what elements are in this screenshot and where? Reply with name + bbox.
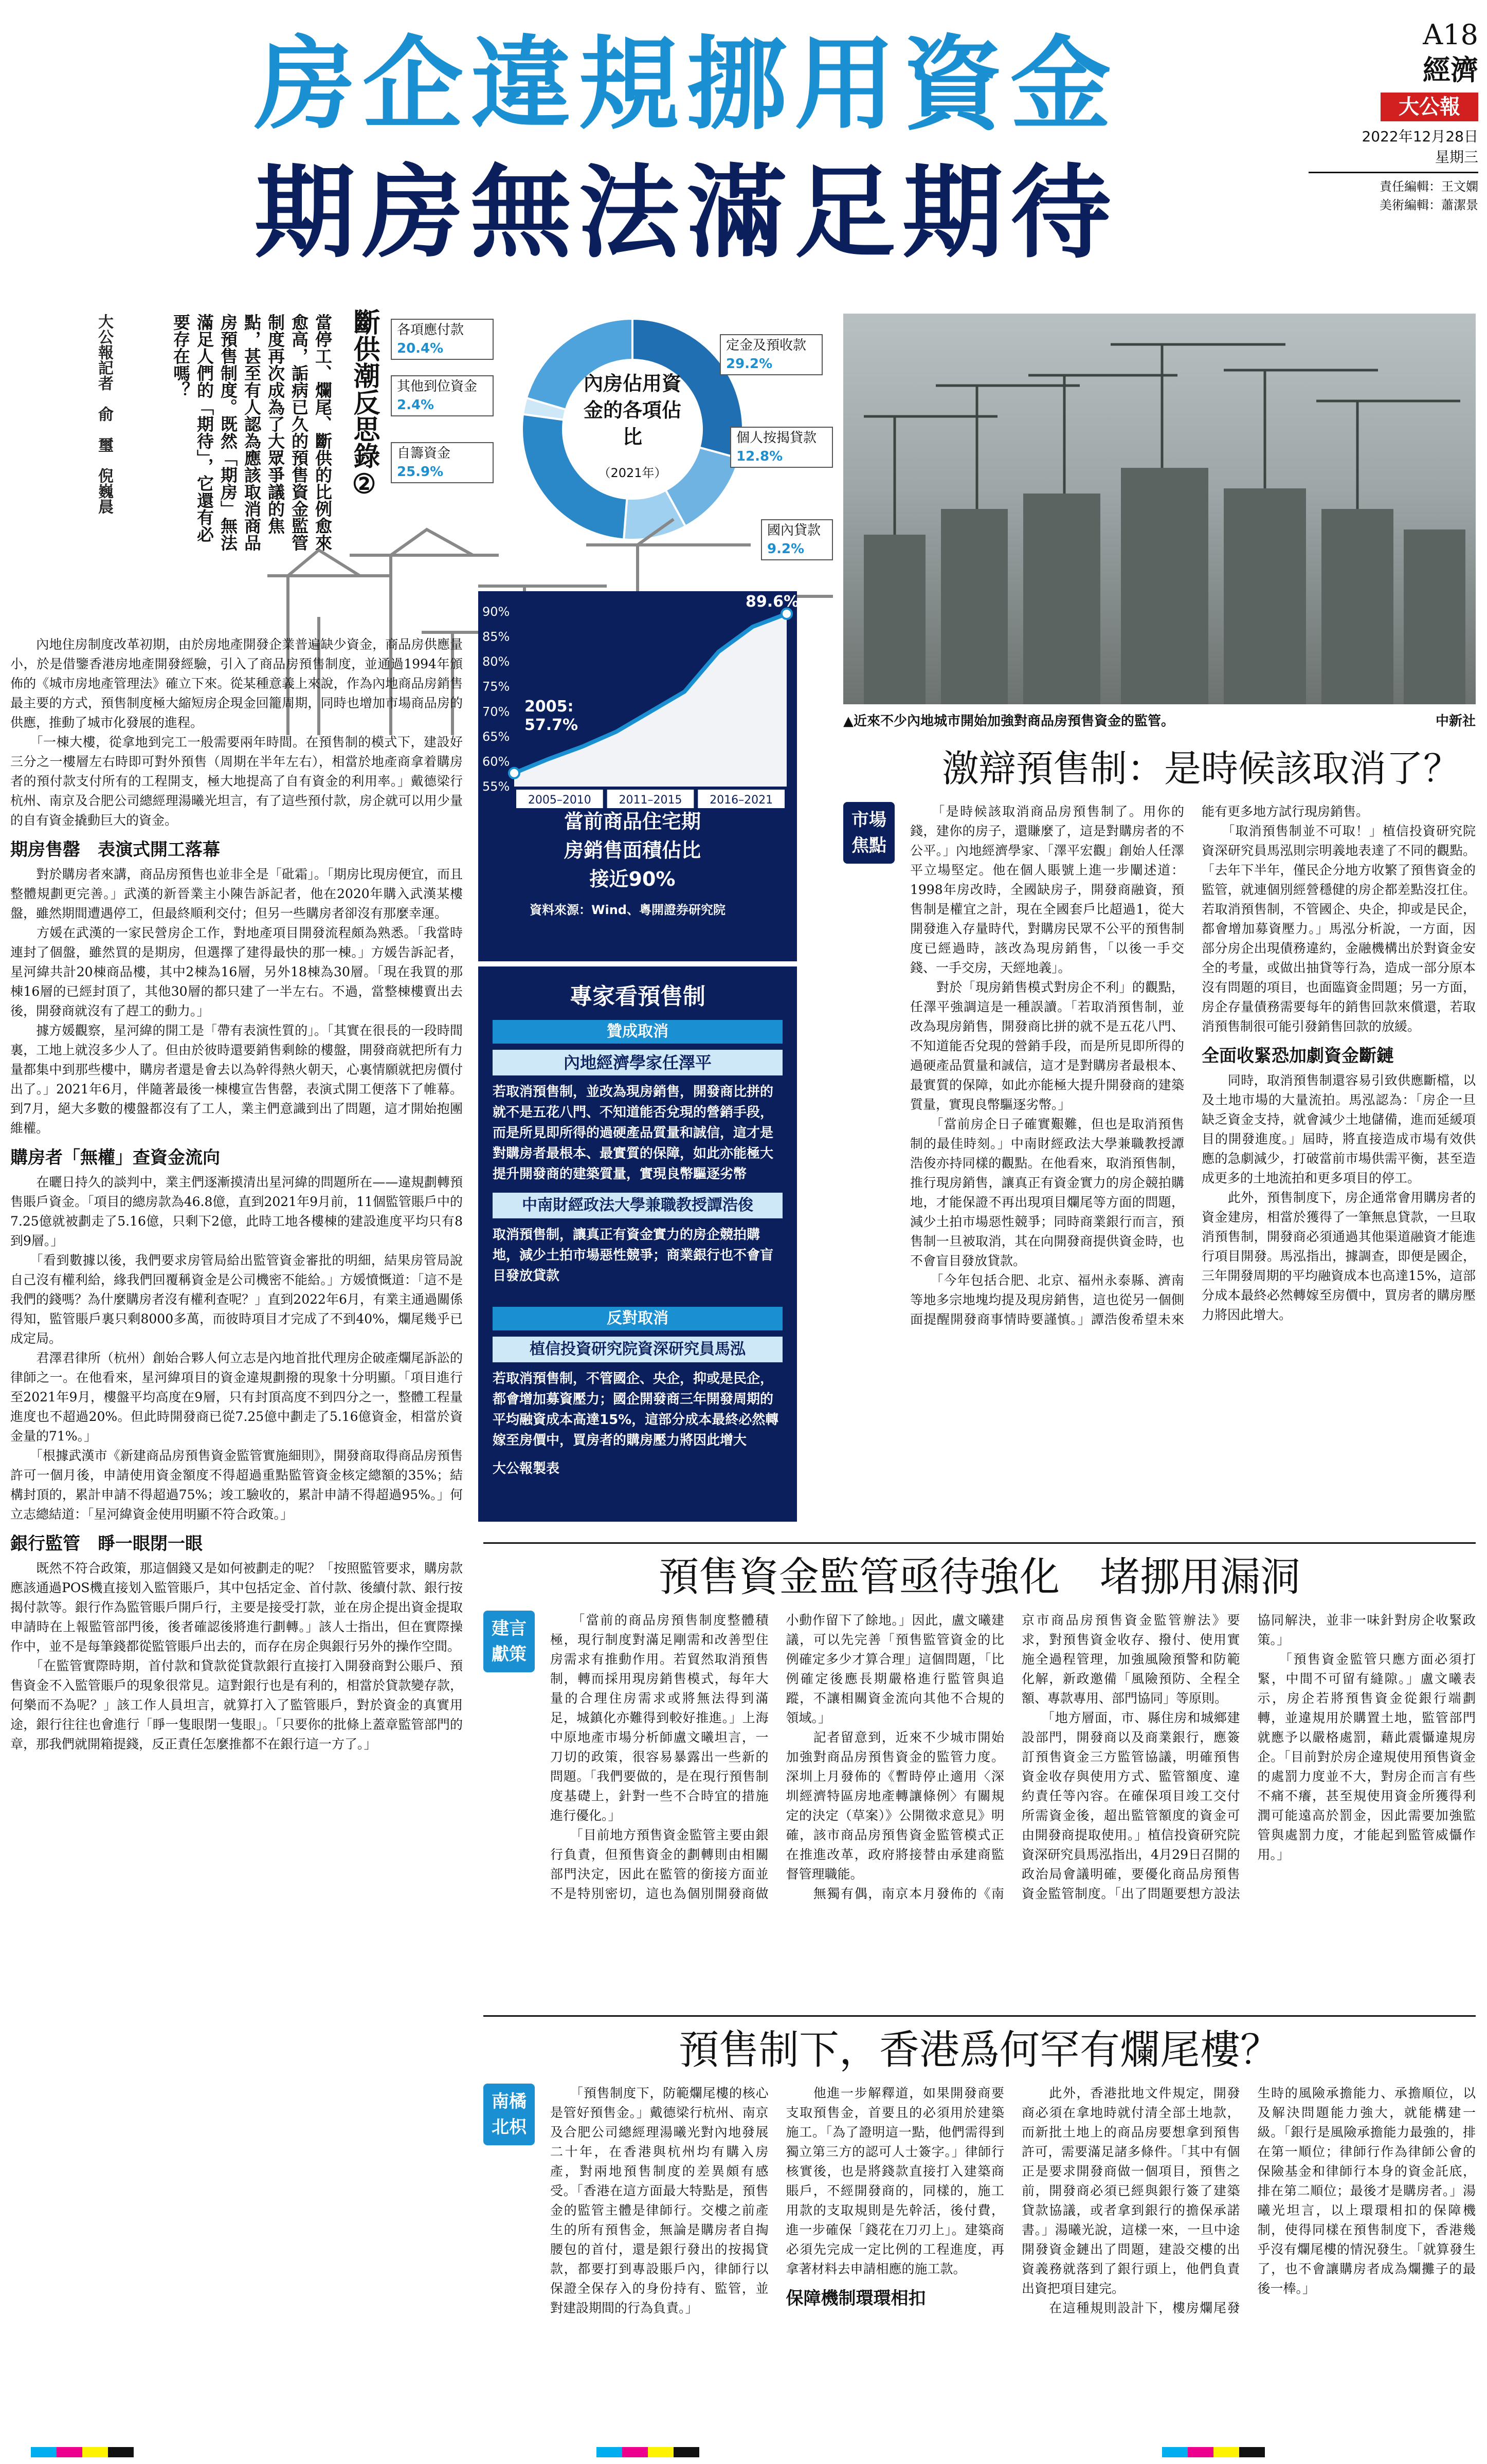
expert-1-quote: 若取消預售制，並改為現房銷售，開發商比拼的就不是五花八門、不知道能否兌現的營銷手段，而是所見即所得的過硬產品質量和誠信，這才是對購房者最根本、最實質的保障，如此亦能極大提升開發商的建築質量，實現良幣驅逐劣幣 <box>493 1084 774 1182</box>
series-title-text: 斷供潮反思錄 <box>349 308 380 469</box>
section-3-title: 預售制下，香港爲何罕有爛尾樓？ <box>678 2027 1280 2073</box>
pie-label-name: 其他到位資金 <box>397 379 478 394</box>
y-tick-label: 60% <box>482 754 510 769</box>
data-label <box>524 698 578 734</box>
section-1-body-2: 同時，取消預售制還容易引致供應斷檔，以及土地市場的大量流拍。馬泓認為：「房企一旦缺乏資金支持，就會減少土地儲備，進而延緩項目的開發進度。」屆時，將直接造成市場有效供應的急劇減少，打破當前市場供需平衡，甚至造成更多的土地流拍和更多項目的停工。 此外，預售制度下，房企通常會用購房者的資金建房，相當於獲得了一筆無息貸款，一旦取消預售制，開發商必須通過其他渠道融資才能進行項目開發。馬泓指出，據調查，即便是國企，三年開發周期的平均融資成本也高達15%，這部分成本最終必然轉嫁至房價中，買房者的購房壓力將因此增大。 <box>1202 1073 1476 1322</box>
pie-label-value: 12.8% <box>736 449 783 464</box>
y-tick-label: 85% <box>482 629 510 644</box>
issue-date: 2022年12月28日 <box>1362 128 1478 145</box>
pie-label-value: 9.2% <box>767 541 805 557</box>
leftcol-subhead-1: 期房售罄 表演式開工落幕 <box>10 839 220 860</box>
pie-label <box>720 334 823 375</box>
section-1 <box>843 740 1476 1532</box>
y-tick-label: 55% <box>482 779 510 794</box>
pro-header: 贊成取消 <box>493 1020 783 1044</box>
section-3-body-2: 此外，香港批地文件規定，開發商必須在拿地時就付清全部土地款，而新批土地上的商品房要想拿到預售許可，需要滿足諸多條件。「其中有個正是要求開發商做一個項目，預售之前，開發商必須已經與銀行簽了建築貸款協議，或者拿到銀行的擔保承諾書。」湯曦光說，這樣一來，一旦中途開發資金鏈出了問題，建設交樓的出資義務就落到了銀行頭上，他們負責出資把項目建完。 在這種規則設計下，樓房爛尾發生時的風險承擔能力、承擔順位，以及解決問題能力強大，就能構建一級。「銀行是風險承擔能力最強的，排在第一順位；律師行作為律師公會的保險基金和律師行本身的資金託底，排在第二順位；最後才是購房者。」湯曦光坦言，以上環環相扣的保障機制，使得同樣在預售制度下，香港幾乎沒有爛尾樓的情況發生。「就算發生了，也不會讓購房者成為爛攤子的最後一棒。」 <box>1022 2086 1476 2315</box>
leftcol-para-3: 在曬日持久的談判中，業主們逐漸摸清出星河緯的問題所在——違規劃轉預售賬戶資金。「項目的總房款為46.8億，直到2021年9月前，11個監管賬戶中的7.25億就被劃走了5.16億，只剩下2億，此時工地各樓棟的建設進度平均只有8到9層。」 「看到數據以後，我們要求房管局給出監管資金審批的明細，結果房管局說自己沒有權利給，緣我們回覆稱資金是公司機密不能給。」方媛憤慨道：「這不是我們的錢嗎？為什麼購房者沒有權利查呢？」直到2022年6月，有業主通過關係得知，監管賬戶裏只剩8000多萬，而彼時項目才完成了不到40%，爛尾幾乎已成定局。 君澤君律所（杭州）創始合夥人何立志是內地首批代理房企破產爛尾訴訟的律師之一。在他看來，星河緯項目的資金違規劃撥的現象十分明顯。「項目進行至2021年9月，樓盤平均高度在9層，只有封頂高度不到四分之一，整體工程量進度也不超過20%。但此時開發商已從7.25億中劃走了5.16億資金，相當於資金量的71%。」 「根據武漢市《新建商品房預售資金監管實施細則》，開發商取得商品房預售許可一個月後，申請使用資金額度不得超過重點監管資金核定總額的35%；結構封頂的，累計申請不得超過75%；竣工驗收的，累計申請不得超過95%。」何立志總結道：「星河緯資金使用明顯不符合政策。」 <box>10 1175 463 1522</box>
section-1-tag-2: 焦點 <box>851 835 886 856</box>
pie-label-value: 29.2% <box>726 356 773 372</box>
section-1-tag <box>843 802 895 864</box>
series-number: ② <box>349 469 380 500</box>
y-tick-label: 70% <box>482 704 510 719</box>
leftcol-para-4: 既然不符合政策，那這個錢又是如何被劃走的呢？「按照監管要求，購房款應該通過POS機直接划入監管賬戶，其中包括定金、首付款、後續付款、銀行按揭付款等。銀行作為監管賬戶開戶行，主要是接受打款，並在房企提出資金提取申請時在上報監管部門後，後者確認後將進行劃轉。」該人士指出，但在實際操作中，並不是每筆錢都從監管賬戶出去的，而存在房企與銀行另外的操作空間。 「在監管實際時期，首付款和貸款從貸款銀行直接打入開發商對公賬戶、預售資金不入監管賬戶的現象很常見。這對銀行也是有利的，相當於貸款變存款，何樂而不為呢？」該工作人員坦言，就算打入了監管賬戶，對於資金的真實用途，銀行往往也會進行「睜一隻眼閉一隻眼」。「只要你的批條上蓋章監管部門的章，那我們就開箱提錢，反正責任怎麼推都不在銀行這一方了。」 <box>10 1561 463 1751</box>
series-title <box>348 308 380 500</box>
headline-line2: 期房無法滿足期待 <box>254 155 1118 272</box>
expert-3-quote: 若取消預售制，不管國企、央企，抑或是民企，都會增加募資壓力；國企開發商三年開發周期的平均融資成本高達15%，這部分成本最終必然轉嫁至房價中，買房者的購房壓力將因此增大 <box>493 1371 779 1448</box>
section-1-body: 「是時候該取消商品房預售制了。用你的錢，建你的房子，還賺麼了，這是對購房者的不公平。」內地經濟學家、「澤平宏觀」創始人任澤平立場堅定。他在個人賬號上進一步闡述道：1998年房改時，全國缺房子，開發商融資，預售制是權宜之計，現在全國套戶比超過1，從大開發進入存量時代，對購房民眾不公平的預售制度已經過時，該改為現房銷售，「以後一手交錢、一手交房，天經地義」。 對於「現房銷售模式對房企不利」的觀點，任澤平強調這是一種誤讀。「若取消預售制，並改為現房銷售，開發商比拼的就不是五花八門、不知道能否兌現的營銷手段，而是所見即所得的過硬產品質量和誠信，這才是對購房者最根本、最實質的保障，如此亦能極大提升開發商的建築質量，實現良幣驅逐劣幣。」 「當前房企日子確實艱難，但也是取消預售制的最佳時刻。」中南財經政法大學兼職教授譚浩俊亦持同樣的觀點。在他看來，取消預售制，推行現房銷售，讓真正有資金實力的房企競拍購地，才能保證不再出現項目爛尾等方面的問題，減少土拍市場惡性競爭；同時商業銀行而言，預售制一旦被取消，其在向開發商提供資金時，也不會盲目發放貸款。 「今年包括合肥、北京、福州永泰縣、濟南等地多宗地塊均提及現房銷售，這也從另一個側面提醒開發商事情時要謹慎。」譚浩俊希望未來能有更多地方試行現房銷售。 「取消預售制並不可取！」植信投資研究院資深研究員馬泓則宗明義地表達了不同的觀點。「去年下半年，僅民企分地方收繁了預售資金的監管，就連個別經營穩健的房企都差點沒扛住。若取消預售制，不管國企、央企，抑或是民企，都會增加募資壓力。」馬泓分析說，一方面，因部分房企出現債務違約，金融機構出於對資金安全的考量，或做出抽貸等行為，造成一部分原本沒有問題的項目，也面臨資金問題；另一方面，房企存量債務需要每年的銷售回款來償還，若取消預售制很可能引發銷售回款的放緩。 <box>910 804 1476 1327</box>
photo-caption-text: ▲近來不少內地城市開始加強對商品房預售資金的監管。 <box>843 714 1174 729</box>
pie-label-name: 自籌資金 <box>397 446 451 461</box>
pie-year: （2021年） <box>598 466 667 480</box>
page-number: A18 <box>1423 19 1478 51</box>
leftcol-subhead-3: 銀行監管 睜一眼閉一眼 <box>10 1534 203 1554</box>
y-tick-label: 80% <box>482 654 510 669</box>
y-tick-label: 65% <box>482 729 510 744</box>
issue-weekday: 星期三 <box>1309 147 1478 173</box>
area-chart <box>478 574 800 961</box>
data-label-value: 57.7% <box>524 716 578 734</box>
section-3-tag-2: 北枳 <box>492 2117 527 2138</box>
leftcol-para-1: 內地住房制度改革初期，由於房地產開發企業普遍缺少資金，商品房供應量小，於是借鑒香港房地產開發經驗，引入了商品房預售制度，並通過1994年頒佈的《城市房地產管理法》確立下來。從某種意義上來說，作為內地商品房銷售最主要的方式，預售制度極大縮短房企現金回籠周期，同時也增加市場商品房的供應，推動了城市化發展的進程。 「一棟大樓，從拿地到完工一般需要兩年時間。在預售制的模式下，建設好三分之一樓層左右時即可對外預售（周期在半年左右），相當於地產商拿着購房者的預付款支付所有的工程開支，極大地提高了自有資金的利用率。」戴德梁行杭州、南京及合肥公司總經理湯曦光坦言，有了這些預付款，房企就可以用少量的自有資金撬動巨大的資金。 <box>10 637 463 828</box>
photo-credit: 中新社 <box>1435 714 1476 729</box>
section-2-title: 預售資金監管亟待強化 堵挪用漏洞 <box>658 1554 1300 1600</box>
series-lead: 當停工、爛尾、斷供的比例愈來愈高，詬病已久的預售資金監管制度再次成為了大眾爭議的焦點，甚至有人認為應該取消商品房預售制度。既然「期房」無法滿足人們的「期待」，它還有必要存在嗎？ <box>171 314 333 551</box>
y-tick-label: 75% <box>482 679 510 694</box>
art-editor-credit: 美術編輯：蕭潔景 <box>1380 198 1478 212</box>
pie-label-name: 個人按揭貸款 <box>736 430 817 446</box>
section-3-body: 「預售制度下，防範爛尾樓的核心是管好預售金。」戴德梁行杭州、南京及合肥公司總經理湯曦光對內地發展二十年，在香港與杭州均有購入房產，對兩地預售制度的差異頗有感受。「香港在這方面最大特點是，預售金的監管主體是律師行。交樓之前產生的所有預售金，無論是購房者自掏腰包的首付，還是銀行發出的按揭貸款，都要打到專設賬戶內，律師行以保證全保存入的身份持有、監管，並對建設期間的行為負責。」 他進一步解釋道，如果開發商要支取預售金，首要且的必須用於建築施工。「為了證明這一點，他們需得到獨立第三方的認可人士簽字。」律師行核實後，也是將錢款直接打入建築商賬戶，不經開發商的，同樣的，施工用款的支取規則是先幹活，後付費，進一步確保「錢花在刀刃上」。建築商必須先完成一定比例的工程進度，再拿著材料去申請相應的施工款。 <box>550 2086 1004 2315</box>
period-label: 2016–2021 <box>710 794 773 807</box>
pie-label <box>391 442 494 483</box>
section-2-tag-1: 建言 <box>492 1618 527 1639</box>
pie-label-name: 各項應付款 <box>397 322 464 338</box>
pie-label-name: 國內貸款 <box>767 523 821 538</box>
expert-2-quote: 取消預售制，讓真正有資金實力的房企競拍購地，減少土拍市場惡性競爭；商業銀行也不會盲目發放貸款 <box>493 1227 774 1284</box>
masthead-box <box>1309 19 1478 250</box>
expert-credit: 大公報製表 <box>493 1461 560 1476</box>
section-3 <box>483 2015 1476 2437</box>
section-3-subhead: 保障機制環環相扣 <box>786 2288 926 2309</box>
chart-title: 當前商品住宅期房銷售面積佔比接近90% <box>564 810 701 890</box>
expert-3-name: 植信投資研究院資深研究員馬泓 <box>493 1337 783 1362</box>
registration-mark <box>31 2447 134 2457</box>
data-label <box>746 574 799 611</box>
headline <box>185 21 1188 278</box>
section-3-tag-1: 南橘 <box>492 2091 527 2112</box>
period-label: 2011–2015 <box>619 794 682 807</box>
pie-title: 內房佔用資金的各項佔比 <box>583 372 681 448</box>
registration-mark <box>1162 2447 1265 2457</box>
left-column <box>10 635 463 1754</box>
section-1-tag-1: 市場 <box>851 810 886 830</box>
paper-logo: 大公報 <box>1381 93 1478 121</box>
section-2-tag <box>483 1611 535 1672</box>
data-label-value: 89.6% <box>746 592 800 611</box>
section-1-title: 激辯預售制：是時候該取消了？ <box>941 747 1460 790</box>
pie-label-value: 20.4% <box>397 341 444 356</box>
photo-buildings <box>843 314 1476 704</box>
construction-photo <box>843 314 1476 704</box>
section-2 <box>483 1542 1476 1995</box>
data-label-year: 2005: <box>524 697 574 716</box>
section-2-tag-2: 獻策 <box>492 1644 527 1665</box>
pie-label <box>391 319 494 360</box>
pie-label <box>391 375 494 416</box>
expert-box <box>478 966 797 1522</box>
expert-title: 專家看預售制 <box>570 983 705 1010</box>
pie-label-value: 25.9% <box>397 464 444 480</box>
registration-marks <box>0 2447 1487 2462</box>
expert-2-name: 中南財經政法大學兼職教授譚浩俊 <box>493 1193 783 1218</box>
editor-credit: 責任編輯：王文嫻 <box>1380 179 1478 194</box>
section-1-subhead: 全面收緊恐加劇資金斷鏈 <box>1202 1046 1394 1066</box>
headline-line1: 房企違規挪用資金 <box>254 26 1118 143</box>
section-3-tag <box>483 2084 535 2145</box>
data-point <box>509 768 519 778</box>
registration-mark <box>596 2447 699 2457</box>
pie-label-name: 定金及預收款 <box>726 338 807 353</box>
section-2-body: 「當前的商品房預售制度整體積極，現行制度對滿足剛需和改善型住房需求有推動作用。若貿然取消預售制，轉而採用現房銷售模式，每年大量的合理住房需求或將無法得到滿足，城鎮化亦難得到較好推進。」上海中原地產市場分析師盧文曦坦言，一刀切的政策，很容易暴露出一些新的問題。「我們要做的，是在現行預售制度基礎上，針對一些不合時宜的措施進行優化。」 「目前地方預售資金監管主要由銀行負責，但預售資金的劃轉則由相關部門決定，因此在監管的銜接方面並不是特別密切，這也為個別開發商做小動作留下了餘地。」因此，盧文曦建議，可以先完善「預售監管資金的比例確定多少才算合理」這個問題，「比例確定後應長期嚴格進行監管與追蹤，不讓相關資金流向其他不合規的領域。」 記者留意到，近來不少城市開始加強對商品房預售資金的監管力度。深圳上月發佈的《暫時停止適用〈深圳經濟特區房地產轉讓條例〉有關規定的決定（草案）》公開徵求意見》明確，該市商品房預售資金監管模式正在推進改革，政府將接替由承建商監督管理職能。 無獨有偶，南京本月發佈的《南京市商品房預售資金監管辦法》要求，對預售資金收存、撥付、使用實施全過程管理，加強風險預警和防範化解，新政邀備「風險預防、全程全額、專款專用、部門協同」等原則。 「地方層面，市、縣住房和城鄉建設部門，開發商以及商業銀行，應簽訂預售資金三方監管協議，明確預售資金收存與使用方式、監管額度、違約責任等內容。在確保項目竣工交付所需資金後，超出監管額度的資金可由開發商提取使用。」植信投資研究院資深研究員馬泓指出，4月29日召開的政治局會議明確，要優化商品房預售資金監管制度。「出了問題要想方設法協同解決，並非一味針對房企收緊政策。」 「預售資金監管只應方面必須打緊，中間不可留有縫隙。」盧文曦表示，房企若將預售資金從銀行端劃轉，並違規用於購置土地，監管部門就應予以嚴格處罰，藉此震懾違規房企。「目前對於房企違規使用預售資金的處罰力度並不大，對房企而言有些不痛不癢，甚至規使用資金所獲得利潤可能遠高於罰金，因此需要加強監管與處罰力度，才能起到監管威懾作用。」 <box>550 1613 1476 1901</box>
pie-label <box>730 427 833 468</box>
series-byline: 大公報記者 俞 璽 倪巍晨 <box>95 314 113 514</box>
pie-label-value: 2.4% <box>397 397 434 413</box>
leftcol-subhead-2: 購房者「無權」查資金流向 <box>10 1147 220 1168</box>
chart-source: 資料來源：Wind、粵開證券研究院 <box>530 903 726 917</box>
period-label: 2005–2010 <box>528 794 591 807</box>
con-header: 反對取消 <box>493 1307 783 1330</box>
photo-caption <box>843 710 1476 729</box>
expert-1-name: 內地經濟學家任澤平 <box>493 1050 783 1075</box>
y-tick-label: 90% <box>482 605 510 619</box>
leftcol-para-2: 對於購房者來講，商品房預售也並非全是「砒霜」。「期房比現房便宜，而且整體規劃更完善。」武漢的新晉業主小陳告訴記者，他在2020年購入武漢某樓盤，雖然期間遭遇停工，但最終順利交付；但另一些購房者卻沒有那麼幸運。 方媛在武漢的一家民營房企工作，對地產項目開發流程頗為熟悉。「我當時連封了個盤，雖然買的是期房，但選擇了建得最快的那一棟。」方媛告訴記者，星河緯共計20棟商品樓，其中2棟為16層，另外18棟為30層。「現在我買的那棟16層的已經封頂了，其他30層的都只建了一半左右。不過，當整棟樓賣出去後，開發商就沒有了趕工的動力。」 據方媛觀察，星河緯的開工是「帶有表演性質的」。「其實在很長的一段時間裏，工地上就沒多少人了。但由於彼時還要銷售剩餘的樓盤，開發商就把所有力量都集中到那些樓中，購房者還是會去以為幹得熱火朝天，心裏情願就把房價付出了。」2021年6月，伴隨著最後一棟樓宣告售罄，表演式開工便落下了帷幕。到7月，絕大多數的樓盤都沒有了工人，業主們意識到出了問題，這才開始抱團維權。 <box>10 867 463 1136</box>
data-label-year: 2021: <box>746 574 795 592</box>
section-name: 經濟 <box>1423 53 1478 86</box>
